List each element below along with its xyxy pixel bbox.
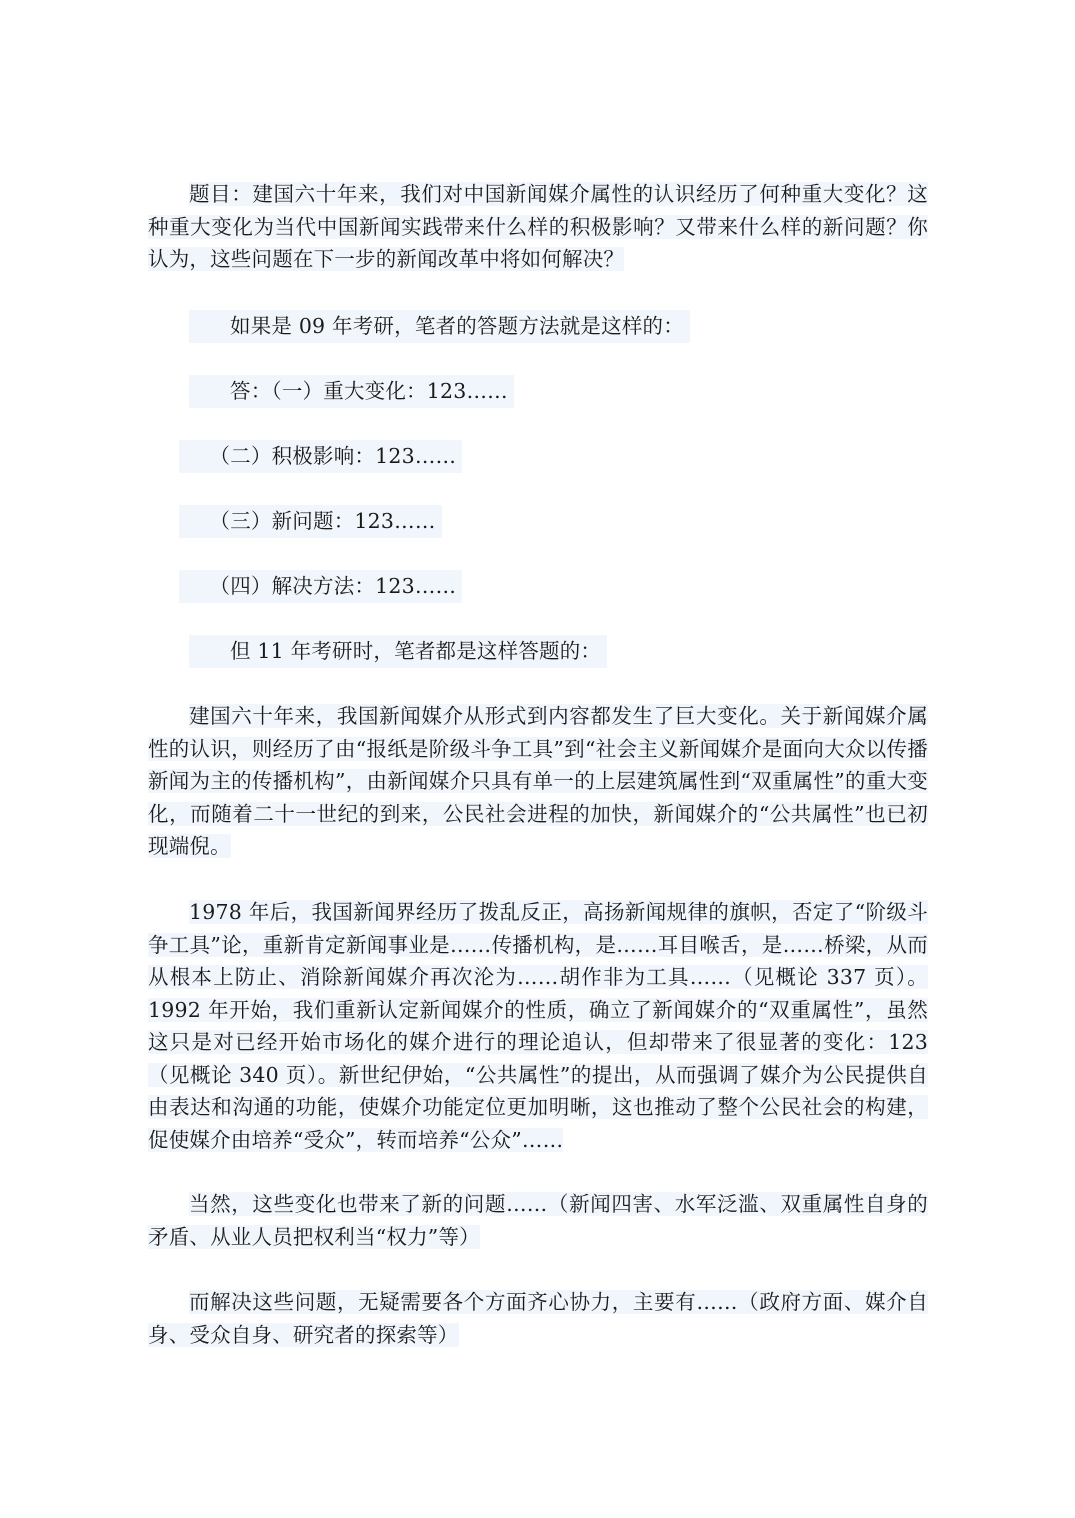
body-paragraph-1 xyxy=(148,700,928,863)
intro-09-text: 如果是 09 年考研，笔者的答题方法就是这样的： xyxy=(189,310,690,343)
answer-3-line xyxy=(148,505,442,538)
question-paragraph xyxy=(148,178,928,276)
question-text: 题目：建国六十年来，我们对中国新闻媒介属性的认识经历了何种重大变化？这种重大变化为当代中国新闻实践带来什么样的积极影响？又带来什么样的新问题？你认为，这些问题在下一步的新闻改革中将如何解决？ xyxy=(148,182,928,271)
body-paragraph-4 xyxy=(148,1286,928,1351)
body-paragraph-4-text: 而解决这些问题，无疑需要各个方面齐心协力，主要有……（政府方面、媒介自身、受众自身、研究者的探索等） xyxy=(148,1290,928,1347)
answer-2-line xyxy=(148,440,462,473)
body-paragraph-1-text: 建国六十年来，我国新闻媒介从形式到内容都发生了巨大变化。关于新闻媒介属性的认识，则经历了由“报纸是阶级斗争工具”到“社会主义新闻媒介是面向大众以传播新闻为主的传播机构”，由新闻媒介只具有单一的上层建筑属性到“双重属性”的重大变化，而随着二十一世纪的到来，公民社会进程的加快，新闻媒介的“公共属性”也已初现端倪。 xyxy=(148,704,928,858)
intro-09-paragraph xyxy=(148,310,690,343)
intro-11-text: 但 11 年考研时，笔者都是这样答题的： xyxy=(189,635,607,668)
answer-4-line xyxy=(148,570,462,603)
body-paragraph-3-text: 当然，这些变化也带来了新的问题……（新闻四害、水军泛滥、双重属性自身的矛盾、从业人员把权利当“权力”等） xyxy=(148,1192,928,1249)
body-paragraph-3 xyxy=(148,1188,928,1253)
intro-11-paragraph xyxy=(148,635,607,668)
answer-3-text: （三）新问题：123…… xyxy=(179,505,442,538)
answer-2-text: （二）积极影响：123…… xyxy=(179,440,462,473)
body-paragraph-2 xyxy=(148,896,928,1156)
answer-1-line xyxy=(148,375,514,408)
answer-4-text: （四）解决方法：123…… xyxy=(179,570,462,603)
body-paragraph-2-text: 1978 年后，我国新闻界经历了拨乱反正，高扬新闻规律的旗帜，否定了“阶级斗争工具”论，重新肯定新闻事业是……传播机构，是……耳目喉舌，是……桥梁，从而从根本上防止、消除新闻媒介再次沦为……胡作非为工具……（见概论 337 页）。1992 年开始，我们重新认定新闻媒介的性质，确立了新闻媒介的“双重属性”，虽然这只是对已经开始市场化的媒介进行的理论追认，但却带来了很显著的变化：123（见概论 340 页）。新世纪伊始，“公共属性”的提出，从而强调了媒介为公民提供自由表达和沟通的功能，使媒介功能定位更加明晰，这也推动了整个公民社会的构建，促使媒介由培养“受众”，转而培养“公众”…… xyxy=(148,900,928,1152)
answer-1-text: 答：（一）重大变化：123…… xyxy=(189,375,514,408)
